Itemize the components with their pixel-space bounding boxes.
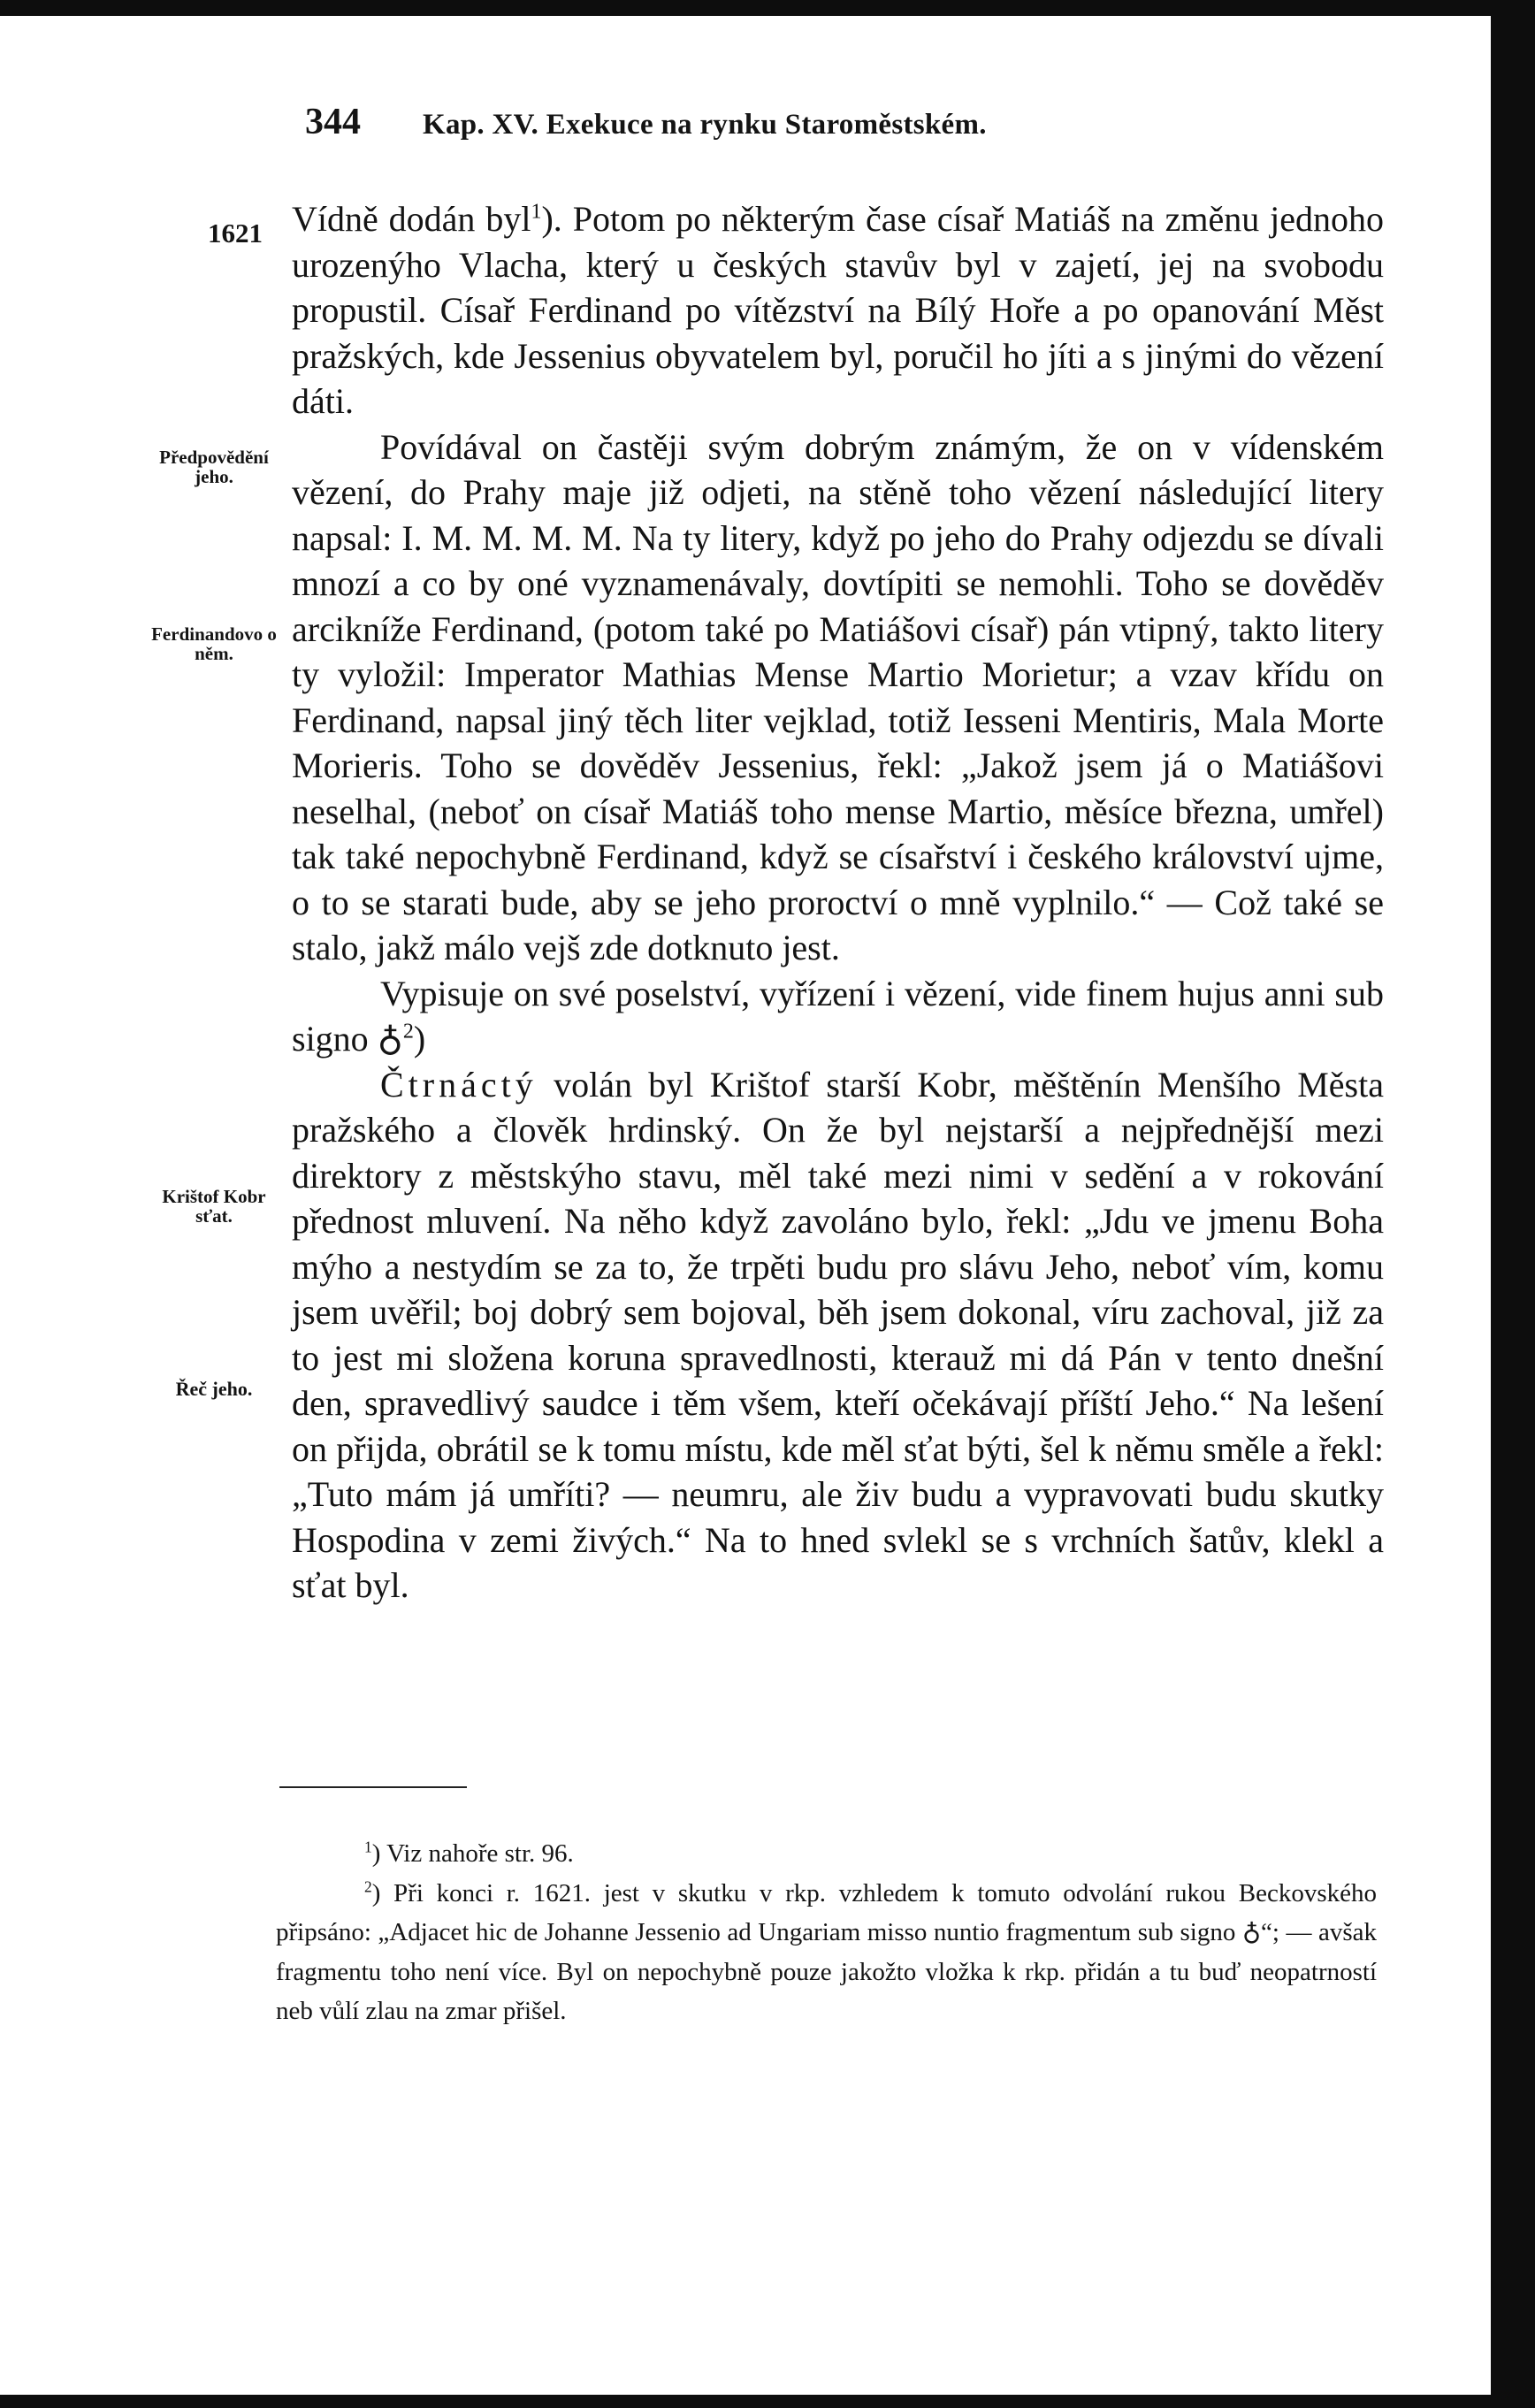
paragraph-1 xyxy=(292,196,1384,424)
footnote-2-mark: 2 xyxy=(364,1877,372,1895)
paragraph-1-rest: ). Potom po některým čase císař Matiáš na změnu jednoho urozenýho Vlacha, který u českých stavův byl v zajetí, jej na svobodu propustil. Císař Ferdinand po vítězství na Bílý Hoře a po opanování Měst pražských, kde Jessenius obyvatelem byl, poručil ho jíti a s jinými do vězení dáti. xyxy=(292,199,1385,421)
spaced-word: Čtrnáctý xyxy=(380,1064,538,1105)
paragraph-3-end: ) xyxy=(413,1019,426,1059)
paragraph-4 xyxy=(292,1062,1384,1609)
page-number: 344 xyxy=(305,102,361,142)
margin-note-kristof: Krištof Kobr sťat. xyxy=(162,1186,266,1227)
footnote-1-mark: 1 xyxy=(364,1838,372,1856)
margin-note-predpovedeni: Předpovědění jeho. xyxy=(159,447,269,487)
main-text xyxy=(292,196,1384,1609)
page-header xyxy=(305,101,1410,143)
paragraph-1-start: Vídně dodán byl xyxy=(292,199,531,239)
paragraph-2: Povídával on častěji svým dobrým známým, že on v vídenském vězení, do Prahy maje již odjeti, na stěně toho vězení následující litery napsal: I. M. M. M. M. Na ty litery, když po jeho do Prahy odjezdu se dívali mnozí a co by oné vyznamenávaly, dovtípiti se nemohli. Toho se dověděv arcikníže Ferdinand, (potom také po Matiášovi císař) pán vtipný, takto litery ty vyložil: Imperator Mathias Mense Martio Morietur; a vzav křídu on Ferdinand, napsal jiný těch liter vejklad, totiž Iesseni Mentiris, Mala Morte Morieris. Toho se dověděv Jessenius, řekl: „Jakož jsem já o Matiášovi neselhal, (neboť on císař Matiáš toho mense Martio, měsíce března, umřel) tak také nepochybně Ferdinand, když se císařství i českého království ujme, o to se starati bude, aby se jeho proroctví o mně vyplnilo.“ — Což také se stalo, jakž málo vejš zde dotknuto jest. xyxy=(292,426,1384,967)
paragraph-3 xyxy=(292,971,1384,1062)
footnote-2 xyxy=(276,1874,1377,2031)
margin-note-ferdinandovo: Ferdinandovo o něm. xyxy=(151,623,277,664)
paragraph-3-start: Vypisuje on své poselství, vyřízení i vězení, vide finem hujus anni sub signo ♁ xyxy=(292,973,1384,1059)
footnote-ref-2: 2 xyxy=(402,1020,414,1043)
margin-note-rec: Řeč jeho. xyxy=(175,1378,253,1400)
footnote-2-text: ) Při konci r. 1621. jest v skutku v rkp. vzhledem k tomuto odvolání rukou Beckovského připsáno: „Adjacet hic de Johanne Jessenio ad Ungariam misso nuntio fragmentum sub signo ♁“; — avšak fragmentu toho není více. Byl on nepochybně pouze jakožto vložka k rkp. přidán a tu buď neopatrností neb vůlí zlau na zmar přišel. xyxy=(276,1878,1377,2025)
footnote-1-text: ) Viz nahoře str. 96. xyxy=(371,1839,574,1868)
footnote-rule xyxy=(279,1786,467,1788)
footnote-ref-1: 1 xyxy=(531,200,542,224)
footnote-1 xyxy=(276,1834,1377,1874)
running-head: Kap. XV. Exekuce na rynku Staroměstském. xyxy=(423,109,987,141)
paragraph-4-rest: volán byl Krištof starší Kobr, měštěnín Menšího Města pražského a člověk hrdinský. On že byl nejstarší a nejpřednější mezi direktory z městskýho stavu, měl také mezi nimi v sedění a v rokování přednost mluvení. Na něho když zavoláno bylo, řekl: „Jdu ve jmenu Boha mýho a nestydím se za to, že trpěti budu pro slávu Jeho, neboť vím, komu jsem uvěřil; boj dobrý sem bojoval, běh jsem dokonal, víru zachoval, již za to jest mi složena koruna spravedlnosti, kterauž mi dá Pán v tento dnešní den, spravedlivý saudce i těm všem, kteří očekávají příští Jeho.“ Na lešení on přijda, obrátil se k tomu místu, kde měl sťat býti, šel k němu směle a řekl: „Tuto mám já umříti? — neumru, ale živ budu a vypravovati budu skutky Hospodina v zemi živých.“ Na to hned svlekl se s vrchních šatův, klekl a sťat byl. xyxy=(292,1064,1384,1605)
footnotes xyxy=(276,1834,1377,2031)
margin-year: 1621 xyxy=(208,218,263,248)
book-page xyxy=(0,16,1491,2395)
